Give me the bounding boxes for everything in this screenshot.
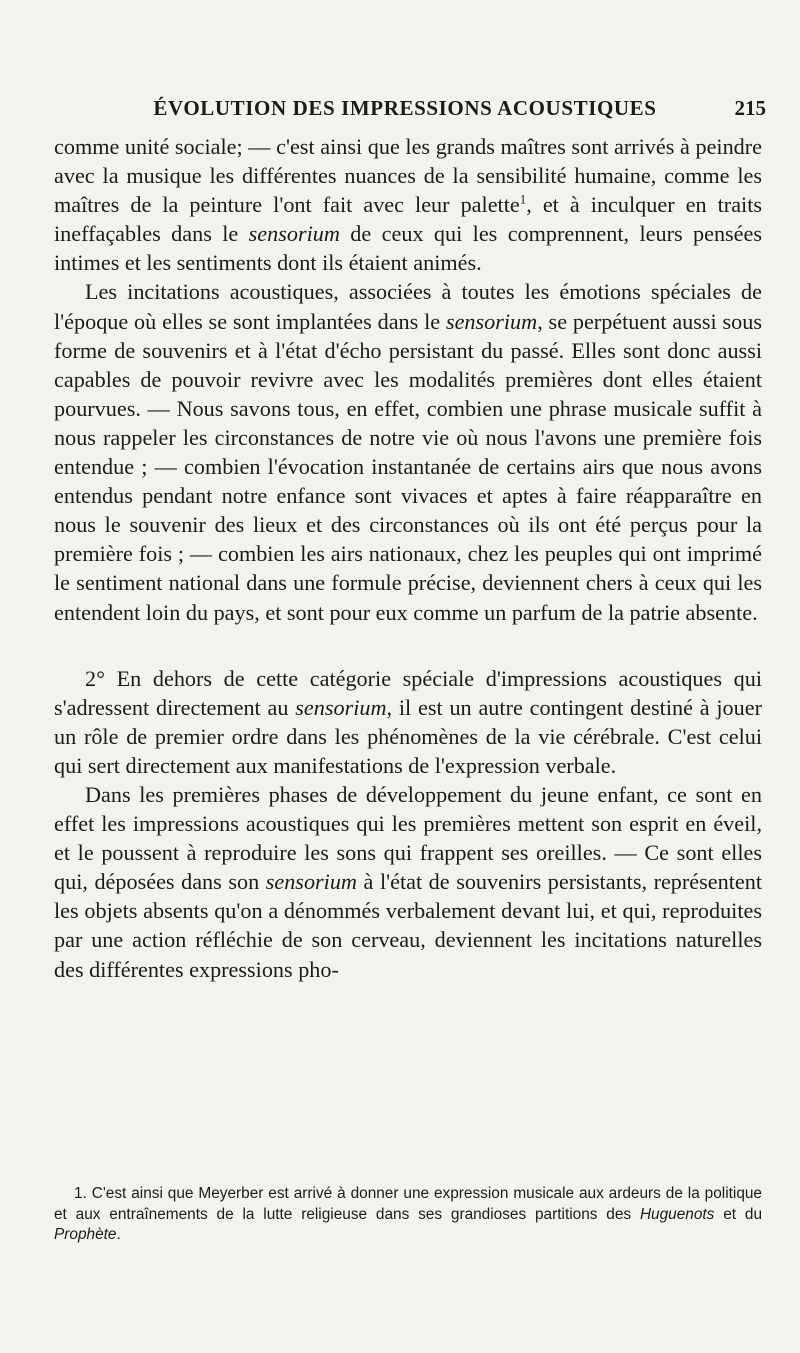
footnotes: [54, 1184, 762, 1246]
italic-term: sensorium: [295, 694, 387, 720]
italic-title: Prophète: [54, 1226, 117, 1243]
text-run: comme unité sociale; — c'est ainsi que les grands maîtres sont arrivés à peindre avec la musique les différentes nuances de la sensibilité humaine, comme les maîtres de la peinture l'ont fait avec leur palette: [54, 134, 762, 218]
text-run: à l'état de souvenirs persistants, représentent les objets absents qu'on a dénommés verbalement devant lui, et qui, reproduites par une action réfléchie de son cerveau, deviennent les incitations naturelles des différentes expressions pho-: [54, 869, 762, 982]
text-run: , et à inculquer en traits ineffaçables dans le: [54, 192, 762, 247]
paragraph-4: [54, 780, 762, 984]
text-run: de ceux qui les comprennent, leurs pensées intimes et les sentiments dont ils étaient animés.: [54, 221, 763, 276]
text-run: , il est un autre contingent destiné à jouer un rôle de premier ordre dans les phénomènes de la vie cérébrale. C'est celui qui sert directement aux manifestations de l'expression verbale.: [54, 694, 762, 778]
text-run: .: [116, 1226, 121, 1243]
text-run: , se perpétuent aussi sous forme de souvenirs et à l'état d'écho persistant du passé. Elles sont donc aussi capables de pouvoir revivre avec les modalités premières dont elles étaient pourvues. — Nous savons tous, en effet, combien une phrase musicale suffit à nous rappeler les circonstances de notre vie où nous l'avons une première fois entendue ; — combien l'évocation instantanée de certains airs que nous avons entendus pendant notre enfance sont vivaces et aptes à faire réapparaître en nous le souvenir des lieux et des circonstances où ils ont été perçus pour la première fois ; — combien les airs nationaux, chez les peuples qui ont imprimé le sentiment national dans une formule précise, deviennent chers à ceux qui les entendent loin du pays, et sont pour eux comme un parfum de la patrie absente.: [54, 308, 762, 625]
text-run: Dans les premières phases de développement du jeune enfant, ce sont en effet les impressions acoustiques qui les premières mettent son esprit en éveil, et le poussent à reproduire les sons qui frappent ses oreilles. — Ce sont elles qui, déposées dans son: [54, 781, 762, 895]
text-run: 1. C'est ainsi que Meyerber est arrivé à donner une expression musicale aux ardeurs de la politique et aux entraînements de la lutte religieuse dans ses grandioses partitions des: [54, 1185, 762, 1223]
paragraph-2: [54, 277, 762, 626]
italic-title: Huguenots: [639, 1205, 715, 1223]
italic-term: sensorium: [445, 308, 538, 334]
body-text: [54, 132, 762, 984]
footnote-1: [54, 1184, 762, 1246]
page-header: [40, 96, 770, 126]
footnote-marker: 1: [519, 191, 527, 207]
running-title: ÉVOLUTION DES IMPRESSIONS ACOUSTIQUES: [153, 96, 657, 120]
italic-term: sensorium: [265, 869, 357, 895]
italic-term: sensorium: [248, 221, 340, 247]
paragraph-3: [54, 664, 762, 780]
page-number: 215: [734, 96, 766, 120]
text-run: et du: [714, 1205, 763, 1223]
text-run: 2° En dehors de cette catégorie spéciale d'impressions acoustiques qui s'adressent directement au: [54, 665, 762, 720]
paragraph-1: [54, 132, 762, 277]
text-run: Les incitations acoustiques, associées à toutes les émotions spéciales de l'époque où elles se sont implantées dans le: [54, 279, 762, 334]
